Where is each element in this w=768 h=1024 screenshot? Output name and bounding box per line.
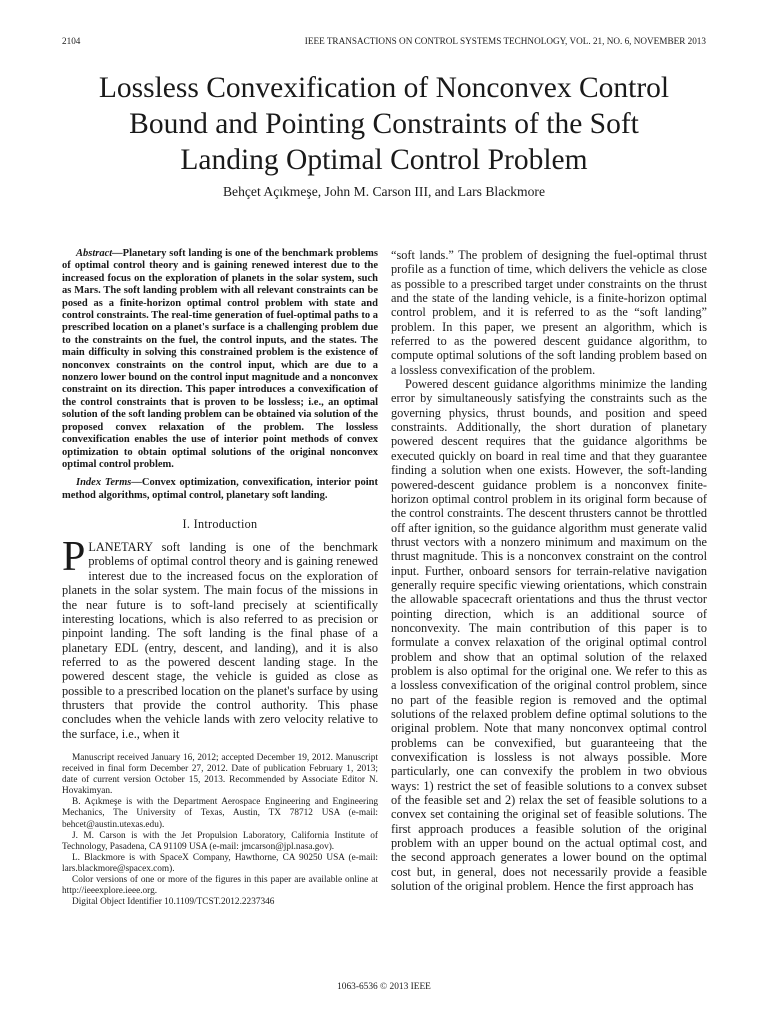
title-line: Bound and Pointing Constraints of the Soft — [129, 108, 639, 140]
copyright-footer: 1063-6536 © 2013 IEEE — [337, 982, 431, 992]
index-terms-text: Convex optimization, convexification, interior point method algorithms, optimal control, planetary soft landing. — [62, 477, 378, 501]
intro-text: LANETARY soft landing is one of the benchmark problems of optimal control theory and is gaining renewed interest due to the increased focus on the exploration of planets in the solar system. The main focus of the missions in the near future is to soft-land precisely at scientifically interesting locations, which is also referred to as precision or pinpoint landing. The soft landing is the final phase of a planetary EDL (entry, descent, and landing), and it is also referred to as the powered descent landing stage. In the powered descent stage, the vehicle is guided as close as possible to a prescribed location on the planet's surface by using thrusters that provide the control authority. This phase concludes when the vehicle lands with zero velocity relative to the surface, i.e., when it — [62, 540, 378, 741]
abstract-text: Planetary soft landing is one of the benchmark problems of optimal control theory and is gaining renewed interest due to the increased focus on the exploration of planets in the solar system, such as Mars. The soft landing problem with all relevant constraints can be posed as a finite-horizon optimal control problem with state and control constraints. The real-time generation of fuel-optimal paths to a prescribed location on a planet's surface is a challenging problem due to the constraints on the fuel, the control inputs, and the states. The main difficulty in solving this constrained problem is the existence of nonconvex constraints on the control input, which are due to a nonzero lower bound on the control input magnitude and a nonconvex constraint on its direction. This paper introduces a convexification of the control constraints that is proven to be lossless; i.e., an optimal solution of the soft landing problem can be obtained via solution of the proposed convex relaxation of the problem. The lossless convexification enables the use of interior point methods of convex optimization to obtain optimal solutions of the original nonconvex optimal control problem. — [62, 248, 378, 470]
footnote: Digital Object Identifier 10.1109/TCST.2012.2237346 — [72, 897, 275, 908]
footnote: Color versions of one or more of the figures in this paper are available online at http://ieeexplore.ieee.org. — [62, 874, 378, 897]
author-list: Behçet Açıkmeşe, John M. Carson III, and Lars Blackmore — [222, 184, 545, 199]
index-terms-label: Index Terms— — [76, 477, 142, 489]
abstract-label: Abstract— — [76, 248, 123, 259]
paper-title — [40, 70, 728, 178]
footnote: Manuscript received January 16, 2012; accepted December 19, 2012. Manuscript received in final form December 27, 2012. Date of publication February 1, 2013; date of current version October 15, 2013. Recommended by Associate Editor N. Hovakimyan. — [62, 752, 378, 797]
footnote: L. Blackmore is with SpaceX Company, Hawthorne, CA 90250 USA (e-mail: lars.blackmore@spacex.com). — [62, 852, 378, 874]
index-terms — [62, 477, 378, 502]
journal-name: IEEE TRANSACTIONS ON CONTROL SYSTEMS TECHNOLOGY, VOL. 21, NO. 6, NOVEMBER 2013 — [304, 36, 706, 46]
intro-paragraph — [62, 534, 378, 741]
running-header — [62, 36, 706, 50]
footnote: B. Açıkmeşe is with the Department Aerospace Engineering and Engineering Mechanics, The University of Texas, Austin, TX 78712 USA (e-mail: behcet@austin.utexas.edu). — [62, 797, 378, 830]
left-column — [62, 248, 378, 908]
page-number: 2104 — [62, 36, 81, 46]
body-paragraph: Powered descent guidance algorithms minimize the landing error by simultaneously satisfying the constraints such as the governing physics, thrust bounds, and position and speed constraints. Additionally, the short duration of planetary powered descent requires that the guidance algorithms be executed quickly on board in real time and that they guarantee finding a solution when one exists. However, the soft-landing powered-descent guidance problem is a nonconvex finite-horizon optimal control problem in its original form because of the control constraints. The descent thrusters cannot be throttled off after ignition, so the guidance algorithm must generate valid thrust vectors with a nonzero minimum and maximum on the thrust magnitude. This is a nonconvex constraint on the control input. Further, onboard sensors for terrain-relative navigation generally require specific viewing orientations, which constrain the allowable spacecraft orientations and thus the thrust vector pointing direction, which is an additional source of nonconvexity. The main contribution of this paper is to formulate a convex relaxation of the original optimal control problem and show that an optimal solution of the relaxed problem is also optimal for the original one. We refer to this as a lossless convexification of the original control problem, since no part of the feasible region is removed and the optimal solutions of the relaxed problem define optimal solutions to the original problem. Note that many nonconvex optimal control problems can be convexified, but guaranteeing that the convexification is lossless is not always possible. More particularly, one can convexify the problem in two obvious ways: 1) restrict the set of feasible solutions to a convex subset of the feasible set and 2) relax the set of feasible solutions to a convex set containing the original set of feasible solutions. The first approach produces a feasible solution of the original problem with an upper bound on the actual optimal cost, and the second approach generates a lower bound on the optimal cost but, in general, does not necessarily provide a feasible solution of the original problem. Hence the first approach has — [391, 377, 707, 894]
footnotes — [62, 753, 378, 908]
abstract — [62, 248, 378, 471]
body-paragraph: “soft lands.” The problem of designing the fuel-optimal thrust profile as a function of time, which delivers the vehicle as close as possible to a prescribed target under constraints on the thrust and the state of the landing vehicle, is a finite-horizon optimal control problem, and it is referred to as the “soft landing” problem. In this paper, we present an algorithm, which is referred to as the powered descent guidance algorithm, to compute optimal solutions of the soft landing problem based on a lossless convexification of the problem. — [391, 248, 707, 377]
right-column — [391, 248, 707, 893]
section-heading: I. Introduction — [182, 517, 258, 532]
footnote: J. M. Carson is with the Jet Propulsion Laboratory, California Institute of Technology, Pasadena, CA 91109 USA (e-mail: jmcarson@jpl.nasa.gov). — [62, 830, 378, 852]
title-line: Landing Optimal Control Problem — [180, 144, 588, 176]
drop-cap: P — [62, 534, 86, 581]
title-line: Lossless Convexification of Nonconvex Control — [98, 72, 670, 104]
